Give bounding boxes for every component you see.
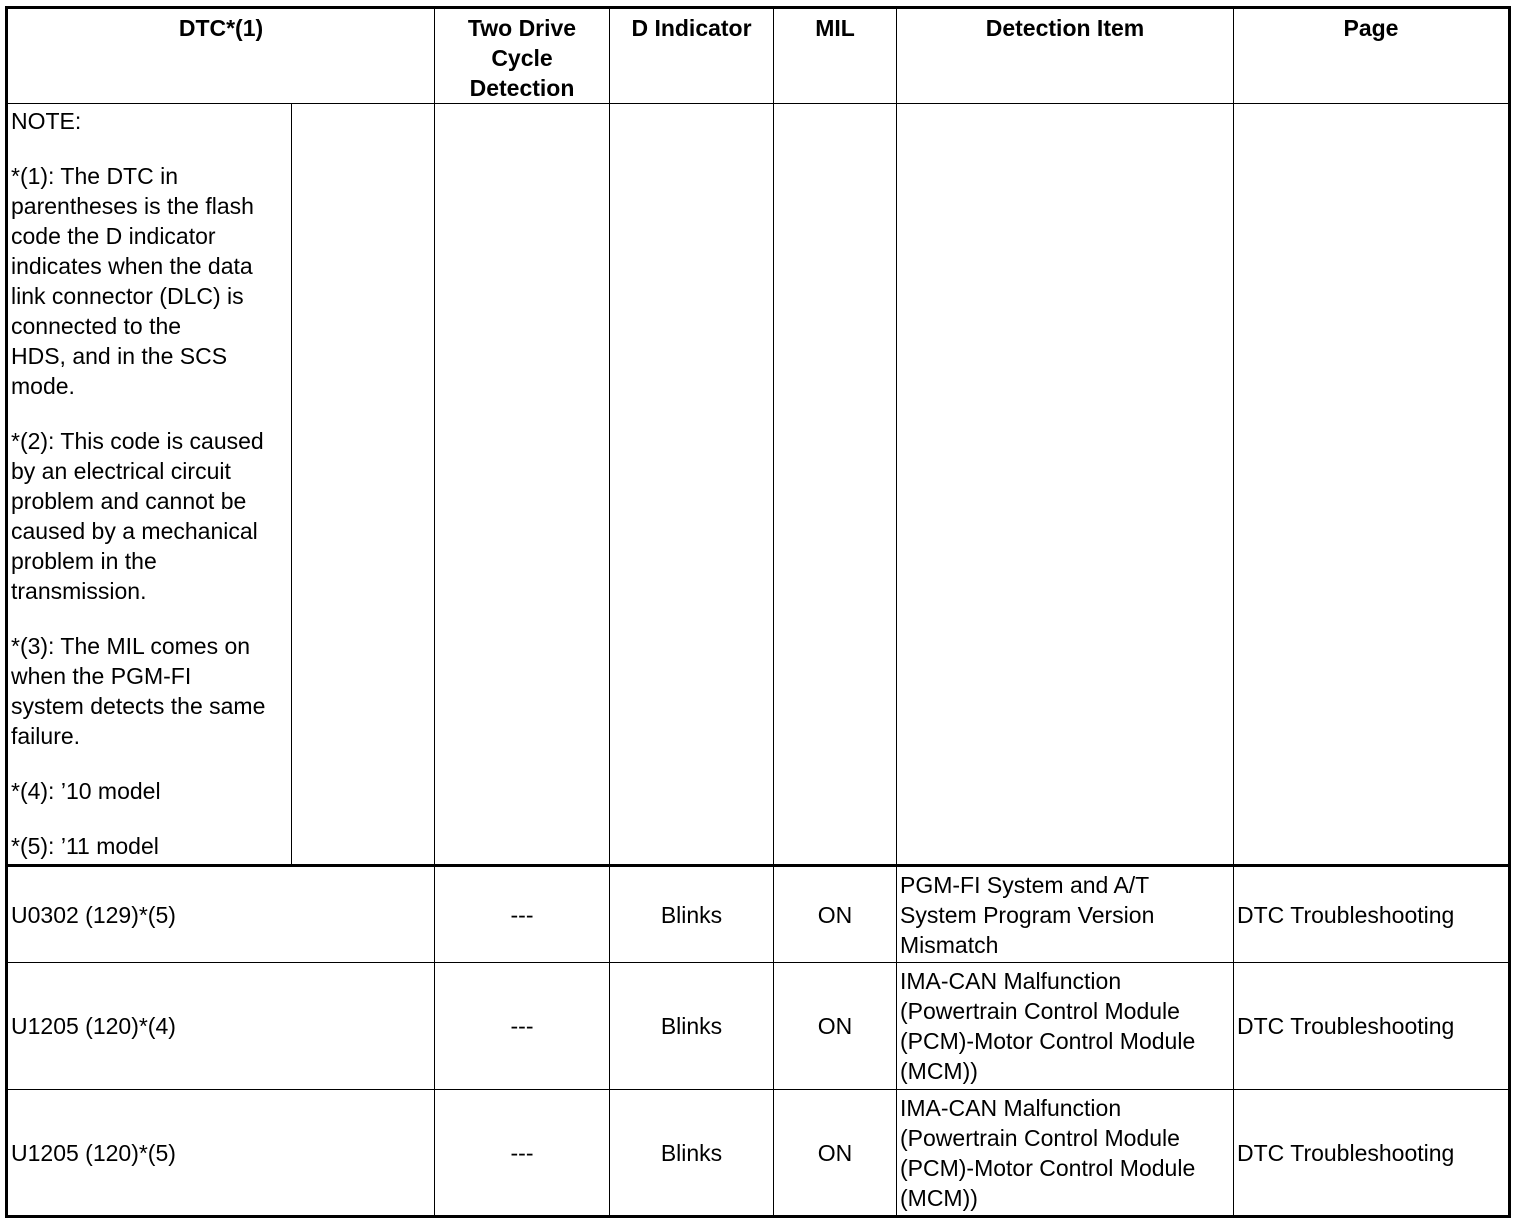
note-item: *(2): This code is caused by an electrical circuit problem and cannot be caused by a mechanical problem in the transmission. <box>11 428 264 604</box>
header-detection-item: Detection Item <box>897 8 1234 104</box>
note-title: NOTE: <box>11 108 82 134</box>
dtc-code: U1205 (120)*(4) <box>7 963 435 1090</box>
header-two-drive-cycle: Two Drive Cycle Detection <box>435 8 610 104</box>
page-link[interactable]: DTC Troubleshooting <box>1234 963 1510 1090</box>
empty-cell <box>292 104 435 866</box>
d-indicator-value: Blinks <box>610 1090 774 1217</box>
two-drive-cycle-value: --- <box>435 866 610 963</box>
two-drive-cycle-value: --- <box>435 1090 610 1217</box>
dtc-code: U0302 (129)*(5) <box>7 866 435 963</box>
note-item: *(1): The DTC in parentheses is the flash code the D indicator indicates when the data link connector (DLC) is connected to the HDS, and in the SCS mode. <box>11 163 254 399</box>
table-row <box>7 1090 1510 1217</box>
mil-value: ON <box>774 866 897 963</box>
empty-cell <box>897 104 1234 866</box>
table-row <box>7 963 1510 1090</box>
empty-cell <box>610 104 774 866</box>
dtc-table <box>5 6 1511 1218</box>
empty-cell <box>1234 104 1510 866</box>
detection-item: IMA-CAN Malfunction (Powertrain Control Module (PCM)-Motor Control Module (MCM)) <box>897 1090 1234 1217</box>
header-page: Page <box>1234 8 1510 104</box>
table-row <box>7 866 1510 963</box>
d-indicator-value: Blinks <box>610 963 774 1090</box>
note-cell <box>7 104 292 866</box>
mil-value: ON <box>774 963 897 1090</box>
note-item: *(4): ’10 model <box>11 778 161 804</box>
header-row <box>7 8 1510 104</box>
header-mil: MIL <box>774 8 897 104</box>
header-dtc: DTC*(1) <box>7 8 435 104</box>
detection-item: IMA-CAN Malfunction (Powertrain Control Module (PCM)-Motor Control Module (MCM)) <box>897 963 1234 1090</box>
page-link[interactable]: DTC Troubleshooting <box>1234 866 1510 963</box>
header-d-indicator: D Indicator <box>610 8 774 104</box>
detection-item: PGM-FI System and A/T System Program Version Mismatch <box>897 866 1234 963</box>
empty-cell <box>435 104 610 866</box>
mil-value: ON <box>774 1090 897 1217</box>
note-item: *(3): The MIL comes on when the PGM-FI system detects the same failure. <box>11 633 266 749</box>
note-row <box>7 104 1510 866</box>
d-indicator-value: Blinks <box>610 866 774 963</box>
page-link[interactable]: DTC Troubleshooting <box>1234 1090 1510 1217</box>
note-item: *(5): ’11 model <box>11 833 159 859</box>
dtc-code: U1205 (120)*(5) <box>7 1090 435 1217</box>
empty-cell <box>774 104 897 866</box>
two-drive-cycle-value: --- <box>435 963 610 1090</box>
